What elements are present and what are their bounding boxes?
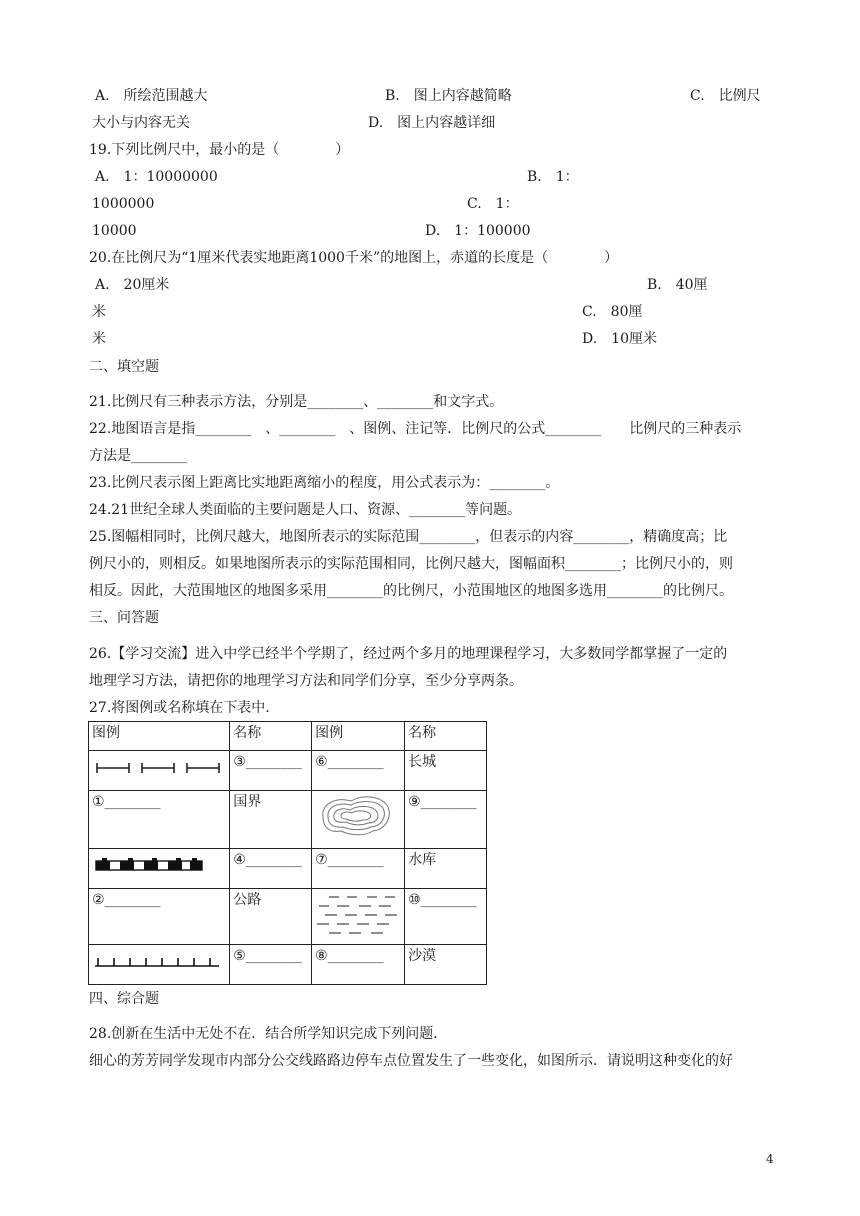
section-qa-heading: 三、问答题 [89, 610, 159, 626]
q20-option-b: B. 40厘 [647, 277, 708, 293]
table-cell: ⑧________ [312, 945, 405, 985]
q18-option-a: A. 所绘范围越大 [95, 88, 208, 104]
table-row [89, 791, 487, 849]
table-cell: 长城 [405, 751, 487, 791]
table-cell: ⑥________ [312, 751, 405, 791]
q26-line-2: 地理学习方法，请把你的地理学习方法和同学们分享，至少分享两条。 [89, 673, 523, 689]
q26-line-1: 26.【学习交流】进入中学已经半个学期了，经过两个多月的地理课程学习，大多数同学都掌握了一定的 [89, 646, 728, 662]
q18-option-c: C. 比例尺 [690, 88, 761, 104]
q25-line-3: 相反。因此，大范围地区的地图多采用________的比例尺，小范围地区的地图多选用________的比例尺。 [89, 583, 733, 599]
table-header-cell: 名称 [405, 722, 487, 751]
q20-option-c-continued: 米 [92, 331, 106, 347]
q19-option-a: A. 1：10000000 [95, 169, 218, 185]
q20-option-a: A. 20厘米 [95, 277, 170, 293]
q22-line-2: 方法是________ [89, 448, 187, 464]
q28-line-2: 细心的芳芳同学发现市内部分公交线路路边停车点位置发生了一些变化，如图所示．请说明这种变化的好 [89, 1053, 733, 1069]
q19-option-b-continued: 1000000 [92, 196, 155, 212]
great-wall-symbol-cell [89, 849, 230, 889]
contour-symbol-cell [312, 791, 405, 849]
q19-option-b: B. 1： [527, 169, 579, 185]
q19-option-d: D. 1：100000 [425, 223, 531, 239]
great-wall-symbol [92, 849, 222, 883]
q25-line-1: 25.图幅相同时，比例尺越大，地图所表示的实际范围________，但表示的内容________，精确度高；比 [89, 529, 728, 545]
section-fill-in-heading: 二、填空题 [89, 359, 159, 375]
q25-line-2: 例尺小的，则相反。如果地图所表示的实际范围相同，比例尺越大，图幅面积________；比例尺小的，则 [89, 556, 733, 572]
page-number: 4 [766, 1152, 774, 1166]
q28-line-1: 28.创新在生活中无处不在．结合所学知识完成下列问题． [89, 1026, 448, 1042]
table-cell: 沙漠 [405, 945, 487, 985]
q21-text: 21.比例尺有三种表示方法，分别是________、________和文字式。 [89, 394, 504, 410]
table-cell: ⑦________ [312, 849, 405, 889]
q20-option-b-continued: 米 [92, 304, 106, 320]
table-cell: ④________ [230, 849, 312, 889]
q27-text: 27.将图例或名称填在下表中. [89, 700, 270, 716]
railway-symbol-cell [89, 751, 230, 791]
table-cell: ③________ [230, 751, 312, 791]
railway-symbol [92, 751, 222, 785]
table-cell: ②________ [89, 889, 230, 945]
legend-table [88, 721, 487, 985]
table-header-cell: 图例 [312, 722, 405, 751]
q22-line-1: 22.地图语言是指________ 、________ 、图例、注记等．比例尺的公式________ 比例尺的三种表示 [89, 421, 742, 437]
q19-stem: 19.下列比例尺中，最小的是（ ） [89, 142, 350, 158]
table-header-cell: 图例 [89, 722, 230, 751]
table-cell: ⑤________ [230, 945, 312, 985]
q20-option-d: D. 10厘米 [582, 331, 657, 347]
boundary-symbol [92, 945, 222, 979]
q23-text: 23.比例尺表示图上距离比实地距离缩小的程度，用公式表示为：________。 [89, 475, 560, 491]
table-header-row [89, 722, 487, 751]
q18-option-b: B. 图上内容越简略 [385, 88, 512, 104]
table-row [89, 849, 487, 889]
table-row [89, 751, 487, 791]
table-cell: ⑩________ [405, 889, 487, 945]
table-row [89, 889, 487, 945]
desert-symbol-cell [312, 889, 405, 945]
contour-lines-symbol [315, 791, 395, 841]
table-header-cell: 名称 [230, 722, 312, 751]
q20-option-c: C. 80厘 [582, 304, 643, 320]
table-cell: ⑨________ [405, 791, 487, 849]
table-row [89, 945, 487, 985]
q18-option-c-continued: 大小与内容无关 [92, 115, 190, 131]
q18-option-d: D. 图上内容越详细 [368, 115, 496, 131]
desert-dashes-symbol [315, 889, 401, 939]
table-cell: ①________ [89, 791, 230, 849]
q19-option-c: C. 1： [467, 196, 519, 212]
q19-option-c-continued: 10000 [92, 223, 137, 239]
table-cell: 国界 [230, 791, 312, 849]
table-cell: 公路 [230, 889, 312, 945]
q24-text: 24.21世纪全球人类面临的主要问题是人口、资源、________等问题。 [89, 502, 522, 518]
section-comprehensive-heading: 四、综合题 [89, 991, 159, 1007]
boundary-symbol-cell [89, 945, 230, 985]
table-cell: 水库 [405, 849, 487, 889]
q20-stem: 20.在比例尺为“1厘米代表实地距离1000千米”的地图上，赤道的长度是（ ） [89, 250, 619, 266]
